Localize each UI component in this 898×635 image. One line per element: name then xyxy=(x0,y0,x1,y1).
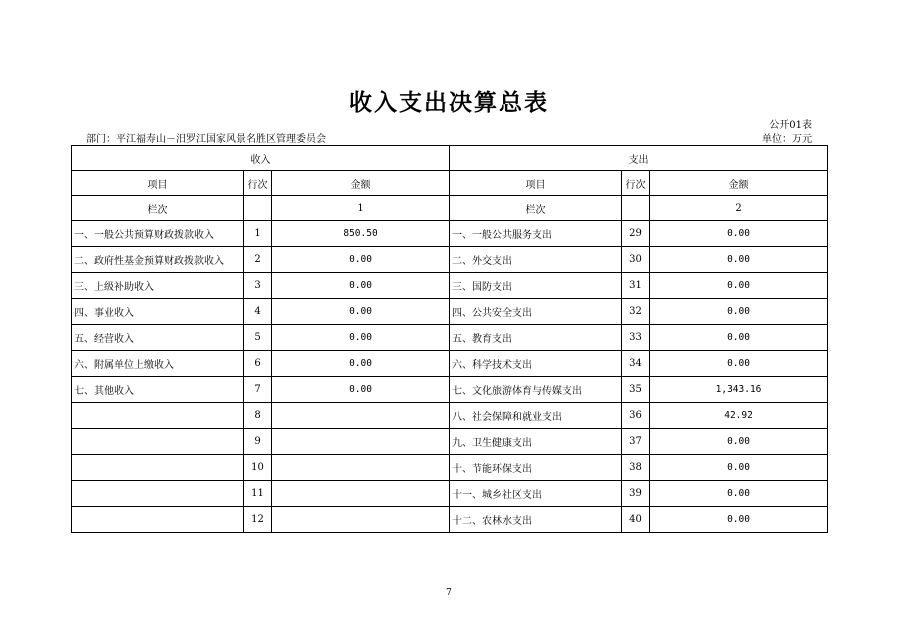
expense-column-label: 栏次 xyxy=(450,196,622,221)
expense-amount-cell: 0.00 xyxy=(650,507,828,533)
table-row xyxy=(72,351,828,377)
expense-amount-cell: 0.00 xyxy=(650,351,828,377)
form-number: 公开01表 xyxy=(769,120,812,131)
expense-line-cell: 29 xyxy=(622,221,650,247)
expense-amount-cell: 0.00 xyxy=(650,247,828,273)
expense-line-cell: 30 xyxy=(622,247,650,273)
page-number: 7 xyxy=(446,588,452,598)
expense-item-cell: 四、公共安全支出 xyxy=(450,299,622,325)
expense-line-cell: 39 xyxy=(622,481,650,507)
table-row xyxy=(72,273,828,299)
department-label: 部门：平江福寿山－汨罗江国家风景名胜区管理委员会 xyxy=(86,134,326,145)
page-title: 收入支出决算总表 xyxy=(349,90,549,116)
income-item-cell: 四、事业收入 xyxy=(72,299,244,325)
income-line-cell: 10 xyxy=(244,455,272,481)
income-amount-cell: 0.00 xyxy=(272,273,450,299)
table-row xyxy=(72,325,828,351)
expense-column-number: 2 xyxy=(650,196,828,221)
income-line-cell: 3 xyxy=(244,273,272,299)
expense-item-cell: 八、社会保障和就业支出 xyxy=(450,403,622,429)
income-line-cell: 4 xyxy=(244,299,272,325)
income-line-cell: 1 xyxy=(244,221,272,247)
expense-item-cell: 十一、城乡社区支出 xyxy=(450,481,622,507)
table-row xyxy=(72,221,828,247)
header-row-columns xyxy=(72,171,828,196)
expense-line-cell: 32 xyxy=(622,299,650,325)
expense-line-header: 行次 xyxy=(622,171,650,196)
expense-item-cell: 二、外交支出 xyxy=(450,247,622,273)
expense-line-cell: 33 xyxy=(622,325,650,351)
income-line-cell: 11 xyxy=(244,481,272,507)
expense-line-cell: 37 xyxy=(622,429,650,455)
income-item-header: 项目 xyxy=(72,171,244,196)
expense-item-header: 项目 xyxy=(450,171,622,196)
table-row xyxy=(72,299,828,325)
income-line-cell: 6 xyxy=(244,351,272,377)
expense-line-cell: 38 xyxy=(622,455,650,481)
expense-amount-cell: 0.00 xyxy=(650,273,828,299)
expense-item-cell: 五、教育支出 xyxy=(450,325,622,351)
income-item-cell xyxy=(72,507,244,533)
expense-line-cell: 31 xyxy=(622,273,650,299)
income-amount-cell xyxy=(272,403,450,429)
expense-line-cell: 40 xyxy=(622,507,650,533)
expense-line-cell: 34 xyxy=(622,351,650,377)
table-row xyxy=(72,455,828,481)
expense-item-cell: 三、国防支出 xyxy=(450,273,622,299)
income-amount-header: 金额 xyxy=(272,171,450,196)
income-line-cell: 2 xyxy=(244,247,272,273)
income-line-header: 行次 xyxy=(244,171,272,196)
income-amount-cell: 0.00 xyxy=(272,325,450,351)
expense-item-cell: 十二、农林水支出 xyxy=(450,507,622,533)
table-row xyxy=(72,481,828,507)
header-row-sections xyxy=(72,146,828,171)
income-line-cell: 5 xyxy=(244,325,272,351)
column-number-row xyxy=(72,196,828,221)
expense-amount-cell: 0.00 xyxy=(650,299,828,325)
expense-amount-cell: 42.92 xyxy=(650,403,828,429)
expense-line-cell: 36 xyxy=(622,403,650,429)
income-amount-cell xyxy=(272,455,450,481)
table-row xyxy=(72,429,828,455)
expense-amount-cell: 0.00 xyxy=(650,221,828,247)
income-line-cell: 7 xyxy=(244,377,272,403)
income-line-cell: 8 xyxy=(244,403,272,429)
income-amount-cell xyxy=(272,507,450,533)
income-item-cell xyxy=(72,403,244,429)
expense-item-cell: 六、科学技术支出 xyxy=(450,351,622,377)
income-item-cell xyxy=(72,429,244,455)
income-amount-cell: 0.00 xyxy=(272,351,450,377)
expense-column-blank xyxy=(622,196,650,221)
income-column-blank xyxy=(244,196,272,221)
unit-label: 单位：万元 xyxy=(762,134,812,145)
income-item-cell: 二、政府性基金预算财政拨款收入 xyxy=(72,247,244,273)
expense-item-cell: 一、一般公共服务支出 xyxy=(450,221,622,247)
income-section-header: 收入 xyxy=(72,146,450,171)
income-line-cell: 9 xyxy=(244,429,272,455)
expense-amount-cell: 0.00 xyxy=(650,455,828,481)
income-item-cell: 一、一般公共预算财政拨款收入 xyxy=(72,221,244,247)
expense-amount-cell: 0.00 xyxy=(650,429,828,455)
income-line-cell: 12 xyxy=(244,507,272,533)
income-column-number: 1 xyxy=(272,196,450,221)
income-item-cell xyxy=(72,481,244,507)
income-amount-cell xyxy=(272,429,450,455)
expense-section-header: 支出 xyxy=(450,146,828,171)
income-item-cell: 三、上级补助收入 xyxy=(72,273,244,299)
income-amount-cell: 0.00 xyxy=(272,299,450,325)
income-amount-cell: 850.50 xyxy=(272,221,450,247)
income-item-cell xyxy=(72,455,244,481)
expense-line-cell: 35 xyxy=(622,377,650,403)
income-item-cell: 七、其他收入 xyxy=(72,377,244,403)
table-row xyxy=(72,377,828,403)
table-row xyxy=(72,403,828,429)
income-item-cell: 五、经营收入 xyxy=(72,325,244,351)
table-row xyxy=(72,507,828,533)
income-item-cell: 六、附属单位上缴收入 xyxy=(72,351,244,377)
expense-item-cell: 九、卫生健康支出 xyxy=(450,429,622,455)
expense-item-cell: 十、节能环保支出 xyxy=(450,455,622,481)
expense-item-cell: 七、文化旅游体育与传媒支出 xyxy=(450,377,622,403)
expense-amount-cell: 0.00 xyxy=(650,481,828,507)
income-amount-cell: 0.00 xyxy=(272,247,450,273)
income-column-label: 栏次 xyxy=(72,196,244,221)
expense-amount-cell: 0.00 xyxy=(650,325,828,351)
table-row xyxy=(72,247,828,273)
income-expense-table xyxy=(71,145,828,533)
expense-amount-cell: 1,343.16 xyxy=(650,377,828,403)
expense-amount-header: 金额 xyxy=(650,171,828,196)
income-amount-cell xyxy=(272,481,450,507)
income-amount-cell: 0.00 xyxy=(272,377,450,403)
